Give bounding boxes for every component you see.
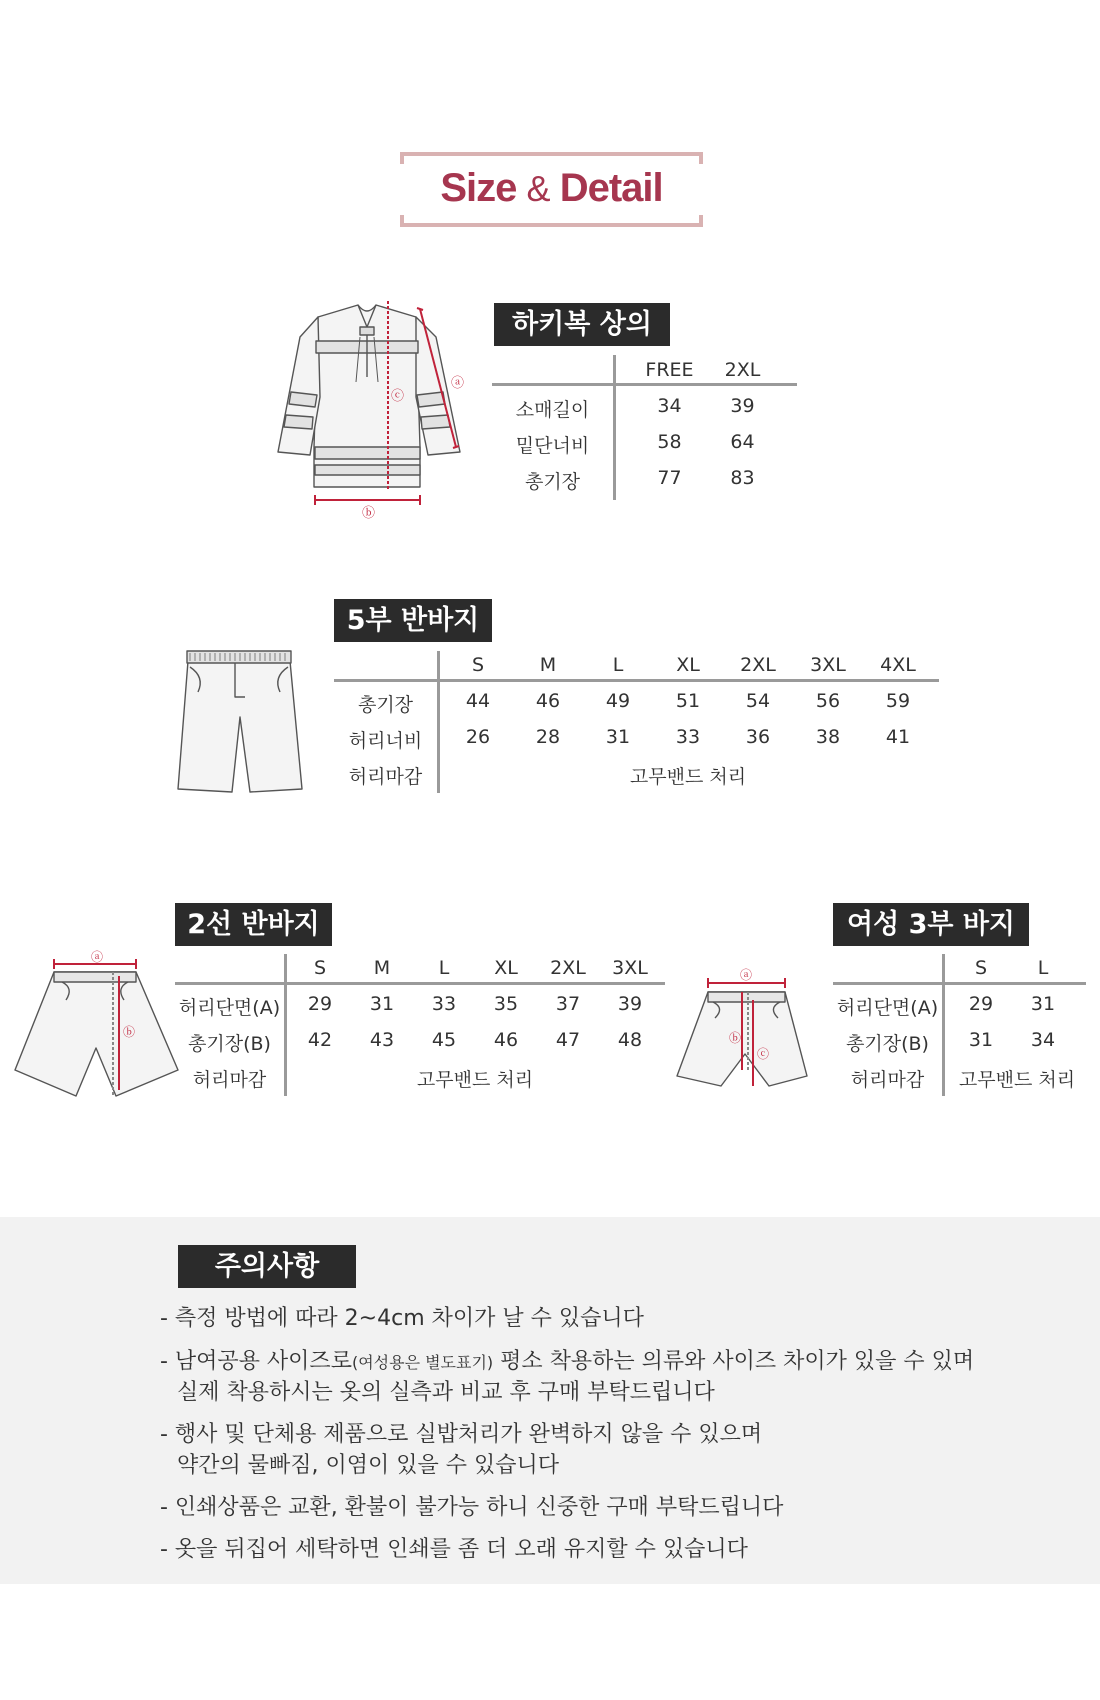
note-item: - 옷을 뒤집어 세탁하면 인쇄를 좀 더 오래 유지할 수 있습니다 bbox=[160, 1537, 748, 1562]
marker-c: ⓒ bbox=[391, 389, 405, 404]
table-cell: 58 bbox=[657, 431, 682, 453]
table-cell: 33 bbox=[675, 726, 701, 748]
column-header: XL bbox=[676, 654, 700, 676]
shorts-5bu-size-table bbox=[334, 646, 939, 793]
marker-a: ⓐ bbox=[451, 376, 465, 391]
table-cell: 45 bbox=[431, 1029, 457, 1051]
table-cell: 83 bbox=[730, 467, 755, 489]
note-item: - 인쇄상품은 교환, 환불이 불가능 하니 신중한 구매 부탁드립니다 bbox=[160, 1495, 784, 1520]
table-cell: 39 bbox=[730, 395, 755, 417]
row-label: 총기장(B) bbox=[846, 1033, 929, 1055]
hockey-jersey-illustration bbox=[270, 297, 470, 522]
womens-3bu-shorts-illustration bbox=[673, 970, 813, 1095]
note-item: - 행사 및 단체용 제품으로 실밥처리가 완벽하지 않을 수 있으며 bbox=[160, 1422, 763, 1447]
row-label: 총기장 bbox=[357, 694, 414, 716]
table-cell: 64 bbox=[730, 431, 755, 453]
column-header: L bbox=[438, 957, 450, 979]
row-label: 허리단면(A) bbox=[836, 997, 939, 1019]
row-label: 허리단면(A) bbox=[178, 997, 281, 1019]
column-header: S bbox=[313, 957, 327, 979]
marker-b: ⓑ bbox=[362, 506, 376, 521]
table-cell: 33 bbox=[431, 993, 457, 1015]
column-header: M bbox=[539, 654, 557, 676]
column-header: L bbox=[1037, 957, 1049, 979]
section-label-hockey-top: 하키복 상의 bbox=[494, 303, 670, 346]
table-cell: 31 bbox=[968, 1029, 994, 1051]
note-item-continued: 실제 착용하시는 옷의 실측과 비교 후 구매 부탁드립니다 bbox=[177, 1380, 715, 1405]
section-label-notes: 주의사항 bbox=[178, 1245, 356, 1288]
marker-a: ⓐ bbox=[740, 968, 753, 982]
table-cell: 51 bbox=[675, 690, 701, 712]
note-item-continued: 약간의 물빠짐, 이염이 있을 수 있습니다 bbox=[177, 1453, 559, 1478]
table-cell: 34 bbox=[1030, 1029, 1056, 1051]
row-label: 허리마감 bbox=[192, 1069, 267, 1091]
table-cell: 36 bbox=[745, 726, 771, 748]
column-header: XL bbox=[494, 957, 518, 979]
page-title-frame bbox=[400, 152, 703, 227]
row-label: 허리마감 bbox=[348, 766, 423, 788]
table-cell: 31 bbox=[1030, 993, 1056, 1015]
section-label-shorts-2line: 2선 반바지 bbox=[175, 903, 332, 946]
table-cell: 37 bbox=[555, 993, 581, 1015]
table-cell: 42 bbox=[307, 1029, 333, 1051]
table-cell: 28 bbox=[535, 726, 561, 748]
column-header: L bbox=[612, 654, 624, 676]
table-cell: 44 bbox=[465, 690, 491, 712]
table-cell: 46 bbox=[493, 1029, 519, 1051]
column-header: 2XL bbox=[550, 957, 586, 979]
table-cell: 41 bbox=[885, 726, 911, 748]
table-cell: 26 bbox=[465, 726, 491, 748]
table-cell-merged: 고무밴드 처리 bbox=[629, 766, 747, 788]
column-header: FREE bbox=[645, 359, 694, 381]
table-cell: 38 bbox=[815, 726, 841, 748]
table-cell: 29 bbox=[307, 993, 333, 1015]
row-label: 허리너비 bbox=[348, 730, 423, 752]
table-cell: 49 bbox=[605, 690, 631, 712]
section-label-womens-3bu: 여성 3부 바지 bbox=[833, 903, 1029, 946]
column-header: S bbox=[471, 654, 485, 676]
marker-c: ⓒ bbox=[757, 1047, 770, 1061]
table-cell: 46 bbox=[535, 690, 561, 712]
row-label: 소매길이 bbox=[515, 399, 590, 421]
column-header: 3XL bbox=[810, 654, 846, 676]
shorts-2line-size-table bbox=[175, 949, 665, 1096]
column-header: M bbox=[373, 957, 391, 979]
row-label: 총기장(B) bbox=[188, 1033, 271, 1055]
table-cell: 48 bbox=[617, 1029, 643, 1051]
table-cell: 29 bbox=[968, 993, 994, 1015]
column-header: 3XL bbox=[612, 957, 648, 979]
table-cell: 77 bbox=[657, 467, 682, 489]
hockey-top-size-table bbox=[492, 350, 797, 500]
shorts-5bu-illustration bbox=[170, 647, 310, 802]
table-cell: 56 bbox=[815, 690, 841, 712]
column-header: 2XL bbox=[724, 359, 761, 381]
marker-a: ⓐ bbox=[91, 950, 104, 964]
table-cell: 59 bbox=[885, 690, 911, 712]
table-cell: 35 bbox=[493, 993, 519, 1015]
table-cell: 43 bbox=[369, 1029, 395, 1051]
column-header: 4XL bbox=[880, 654, 916, 676]
table-cell: 54 bbox=[745, 690, 771, 712]
column-header: 2XL bbox=[740, 654, 776, 676]
row-label: 밑단너비 bbox=[515, 435, 590, 457]
table-cell: 31 bbox=[369, 993, 395, 1015]
marker-b: ⓑ bbox=[123, 1025, 136, 1039]
table-cell: 39 bbox=[617, 993, 643, 1015]
marker-b: ⓑ bbox=[729, 1031, 742, 1045]
table-cell-merged: 고무밴드 처리 bbox=[416, 1069, 534, 1091]
column-header: S bbox=[974, 957, 988, 979]
note-item: - 측정 방법에 따라 2~4cm 차이가 날 수 있습니다 bbox=[160, 1306, 644, 1331]
row-label: 허리마감 bbox=[850, 1069, 925, 1091]
table-cell: 47 bbox=[555, 1029, 581, 1051]
row-label: 총기장 bbox=[524, 471, 581, 493]
note-item: - 남여공용 사이즈로(여성용은 별도표기) 평소 착용하는 의류와 사이즈 차이가 있을 수 있며 bbox=[160, 1349, 975, 1374]
womens-3bu-size-table bbox=[833, 949, 1086, 1096]
table-cell-merged: 고무밴드 처리 bbox=[958, 1069, 1076, 1091]
shorts-2line-illustration bbox=[12, 948, 182, 1098]
page-title: Size & Detail bbox=[440, 166, 663, 210]
table-cell: 34 bbox=[657, 395, 682, 417]
section-label-shorts-5bu: 5부 반바지 bbox=[334, 599, 492, 642]
table-cell: 31 bbox=[605, 726, 631, 748]
